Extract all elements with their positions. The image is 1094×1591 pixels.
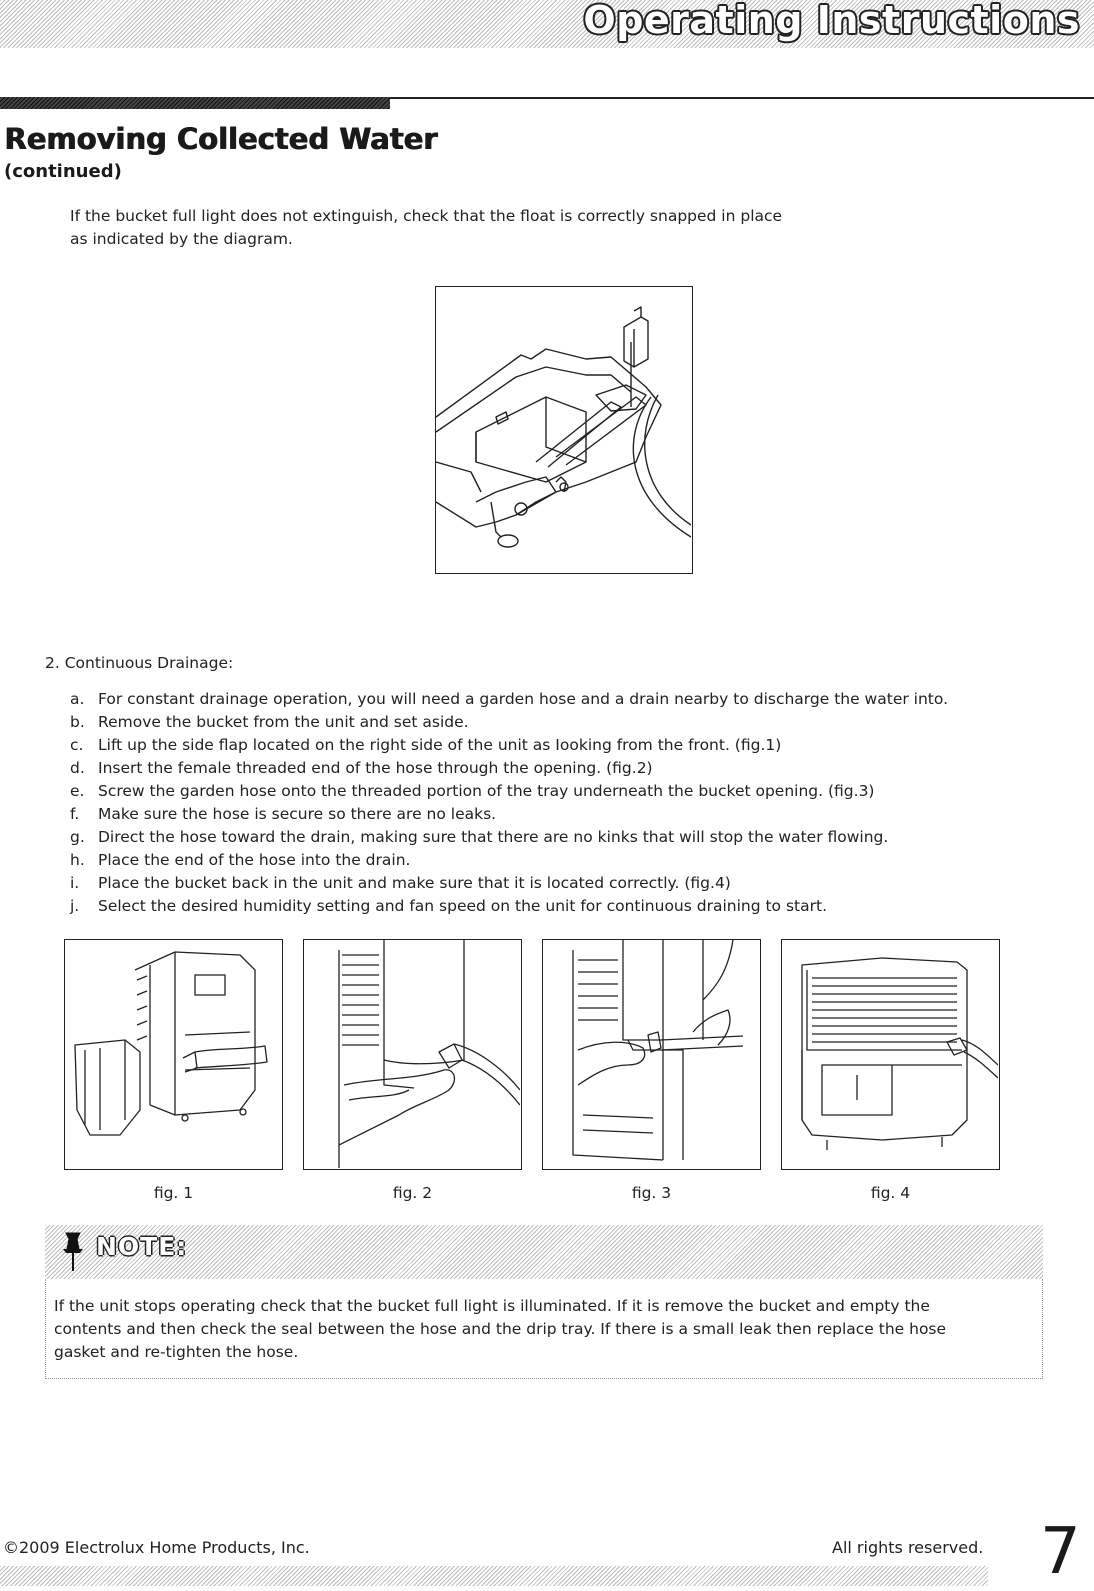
footer-copyright: ©2009 Electrolux Home Products, Inc. — [3, 1538, 310, 1557]
intro-paragraph — [70, 205, 870, 251]
page-header-title: Operating Instructions — [583, 0, 1080, 42]
page-number: 7 — [1040, 1515, 1081, 1589]
step-text: Place the bucket back in the unit and make sure that it is located correctly. (fig.4) — [98, 874, 731, 892]
step-letter: a. — [70, 690, 85, 708]
intro-line-1: If the bucket full light does not extinguish, check that the float is correctly snapped in place — [70, 207, 783, 225]
step-letter: g. — [70, 828, 85, 846]
list-item — [70, 734, 1080, 757]
figure-3-illustration — [543, 940, 759, 1168]
step-letter: f. — [70, 805, 80, 823]
float-diagram — [435, 286, 693, 574]
note-band — [45, 1225, 1043, 1279]
figure-2-caption: fig. 2 — [392, 1184, 433, 1202]
step-letter: j. — [70, 897, 80, 915]
note-line-1: If the unit stops operating check that the bucket full light is illuminated. If it is remove the bucket and empty the — [54, 1297, 930, 1315]
step-text: For constant drainage operation, you will need a garden hose and a drain nearby to discharge the water into. — [98, 690, 948, 708]
pushpin-icon — [58, 1229, 88, 1273]
step-letter: e. — [70, 782, 85, 800]
figure-1 — [64, 939, 283, 1170]
note-label: NOTE: — [96, 1232, 188, 1261]
figure-3-caption: fig. 3 — [631, 1184, 672, 1202]
step-text: Make sure the hose is secure so there are no leaks. — [98, 805, 497, 823]
step-letter: d. — [70, 759, 85, 777]
footer-band — [0, 1566, 988, 1586]
figure-3 — [542, 939, 761, 1170]
step-text: Screw the garden hose onto the threaded portion of the tray underneath the bucket opening. (fig.3) — [98, 782, 875, 800]
list-item — [70, 711, 1080, 734]
step-letter: h. — [70, 851, 85, 869]
drainage-steps-list — [70, 688, 1080, 918]
step-text: Lift up the side flap located on the right side of the unit as Iooking from the front. (fig.1) — [98, 736, 782, 754]
continuous-drainage-heading: 2. Continuous Drainage: — [45, 654, 234, 672]
figure-1-illustration — [65, 940, 281, 1168]
figure-4-illustration — [782, 940, 998, 1168]
figure-2-illustration — [304, 940, 520, 1168]
step-text: Select the desired humidity setting and fan speed on the unit for continuous draining to start. — [98, 897, 827, 915]
list-item — [70, 780, 1080, 803]
section-rule-line — [390, 97, 1094, 99]
list-item — [70, 872, 1080, 895]
step-text: Place the end of the hose into the drain. — [98, 851, 411, 869]
footer-rights: All rights reserved. — [832, 1538, 984, 1557]
section-title: Removing Collected Water — [4, 122, 438, 156]
step-text: Remove the bucket from the unit and set aside. — [98, 713, 469, 731]
step-letter: i. — [70, 874, 80, 892]
figure-1-caption: fig. 1 — [153, 1184, 194, 1202]
section-rule-dark — [0, 97, 390, 109]
step-text: Insert the female threaded end of the hose through the opening. (fig.2) — [98, 759, 653, 777]
list-item — [70, 826, 1080, 849]
list-item — [70, 849, 1080, 872]
note-text — [54, 1295, 1029, 1364]
float-diagram-illustration — [436, 287, 691, 572]
figure-4-caption: fig. 4 — [870, 1184, 911, 1202]
list-item — [70, 757, 1080, 780]
list-item — [70, 688, 1080, 711]
intro-line-2: as indicated by the diagram. — [70, 230, 293, 248]
list-item — [70, 803, 1080, 826]
step-letter: c. — [70, 736, 84, 754]
list-item — [70, 895, 1080, 918]
step-text: Direct the hose toward the drain, making sure that there are no kinks that will stop the water flowing. — [98, 828, 889, 846]
step-letter: b. — [70, 713, 85, 731]
note-line-2: contents and then check the seal between the hose and the drip tray. If there is a small leak then replace the hose — [54, 1320, 947, 1338]
figure-4 — [781, 939, 1000, 1170]
note-line-3: gasket and re-tighten the hose. — [54, 1343, 299, 1361]
section-subtitle: (continued) — [4, 161, 122, 182]
figure-2 — [303, 939, 522, 1170]
